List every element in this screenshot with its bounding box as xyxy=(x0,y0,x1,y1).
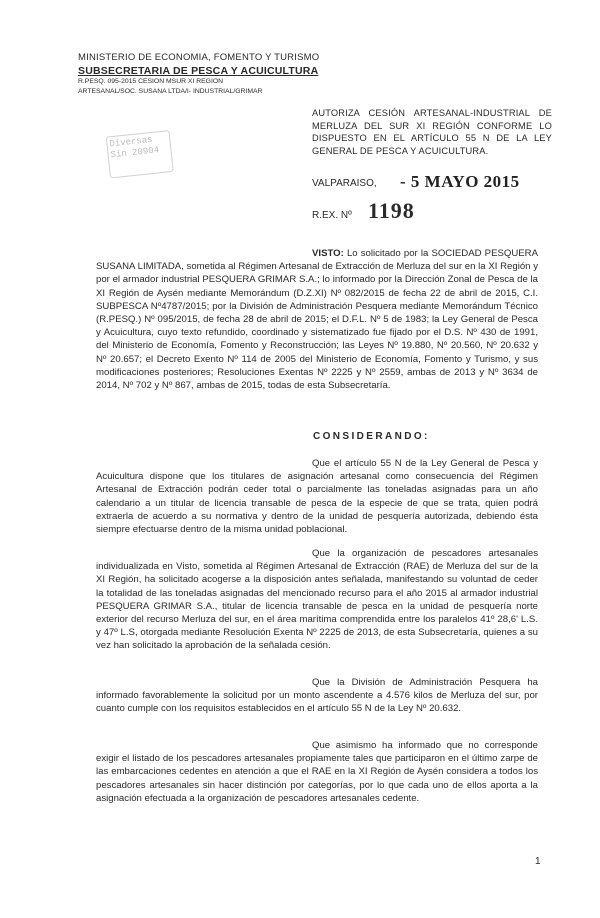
stamp-line-1: Diversas xyxy=(109,134,154,150)
rex-label: R.EX. Nº xyxy=(312,210,352,221)
considerando-heading: CONSIDERANDO: xyxy=(313,431,430,442)
visto-paragraph xyxy=(96,247,538,392)
visto-label: VISTO: xyxy=(312,248,344,259)
considerando-paragraph-1 xyxy=(96,457,538,536)
page-number: 1 xyxy=(535,856,541,867)
letterhead xyxy=(78,52,319,96)
subsecretaria-name: SUBSECRETARIA DE PESCA Y ACUICULTURA xyxy=(78,65,319,77)
date-stamp: - 5 MAYO 2015 xyxy=(400,172,520,191)
place-label: VALPARAISO, xyxy=(312,178,377,189)
received-stamp xyxy=(106,128,199,185)
paragraph-1-text: Que el artículo 55 N de la Ley General de Pesca y Acuicultura dispone que los titulares de asignación artesanal como consecuencia del Régimen Artesanal de Extracción podrán ceder total o parcialmente las toneladas asignadas para un año calendario a un titular de licencia transable de pesca de la especie de que se trata, quien podrá extraerla de acuerdo a su normativa y dentro de la unidad de pesquería autorizada, debiendo ésta siempre efectuarse dentro de la misma unidad poblacional. xyxy=(96,458,538,536)
ministry-name: MINISTERIO DE ECONOMIA, FOMENTO Y TURISMO xyxy=(78,52,320,63)
reference-line-1: R.PESQ. 095-2015 CESION MSUR XI REGION xyxy=(78,78,224,85)
paragraph-3-text: Que la División de Administración Pesquera ha informado favorablemente la solicitud por un monto ascendente a 4.576 kilos de Merluza del sur, por cuanto cumple con los requisitos establecidos en el artículo 55 N de la Ley Nº 20.632. xyxy=(96,677,538,715)
considerando-paragraph-3 xyxy=(96,676,538,716)
stamp-line-2: Sin 20904 xyxy=(110,145,160,161)
resolution-summary: AUTORIZA CESIÓN ARTESANAL-INDUSTRIAL DE MERLUZA DEL SUR XI REGIÓN CONFORME LO DISPUESTO EN EL ARTÍCULO 55 N DE LA LEY GENERAL DE PESCA Y ACUICULTURA. xyxy=(312,108,552,156)
rex-number: 1198 xyxy=(368,198,415,223)
reference-line-2: ARTESANAL/SOC. SUSANA LTDA/I- INDUSTRIAL/GRIMAR xyxy=(78,87,263,95)
considerando-paragraph-2 xyxy=(96,547,538,653)
visto-text: Lo solicitado por la SOCIEDAD PESQUERA SUSANA LIMITADA, sometida al Régimen Artesanal de Extracción de Merluza del sur en la XI Región y por el armador industrial PESQUERA GRIMAR S.A.; lo informado por la Dirección Zonal de Pesca de la XI Región de Aysén mediante Memorándum (D.Z.XI) Nº 082/2015 de fecha 22 de abril de 2015, C.I. SUBPESCA Nº4787/2015; por la División de Administración Pesquera mediante Memorándum Técnico (R.PESQ.) Nº 095/2015, de fecha 28 de abril de 2015; el D.F.L. Nº 5 de 1983; la Ley General de Pesca y Acuicultura, cuyo texto refundido, coordinado y sistematizado fue fijado por el D.S. Nº 430 de 1991, del Ministerio de Economía, Fomento y Reconstrucción; las Leyes Nº 19.880, Nº 20.560, Nº 20.632 y Nº 20.657; el Decreto Exento Nº 114 de 2005 del Ministerio de Economía, Fomento y Turismo, y sus modificaciones posteriores; Resoluciones Exentas Nº 2225 y Nº 2559, ambas de 2013 y Nº 3634 de 2014, Nº 702 y Nº 867, ambas de 2015, todas de esta Subsecretaría. xyxy=(96,248,538,392)
paragraph-2-text: Que la organización de pescadores artesanales individualizada en Visto, sometida al Régimen Artesanal de Extracción (RAE) de Merluza del sur de la XI Región, ha solicitado acogerse a la disposición antes señalada, manifestando su voluntad de ceder la totalidad de las toneladas asignadas del mencionado recurso para el año 2015 al armador industrial PESQUERA GRIMAR S.A., titular de licencia transable de pesca en la unidad de pesquería norte exterior del recurso Merluza del sur, en el área marítima comprendida entre los paralelos 41º 28,6' L.S. y 47º L.S, otorgada mediante Resolución Exenta Nº 2225 de 2013, de esta Subsecretaría, quienes a su vez han solicitado la aprobación de la señalada cesión. xyxy=(96,548,538,652)
considerando-paragraph-4 xyxy=(96,739,538,805)
paragraph-4-text: Que asimismo ha informado que no corresponde exigir el listado de los pescadores artesanales propiamente tales que participaron en el último zarpe de las embarcaciones cedentes en atención a que el RAE en la XI Región de Aysén considera a todos los pescadores artesanales sin hacer distinción por categorías, por lo que cada uno de ellos aporta a la asignación efectuada a la organización de pescadores artesanales cedente. xyxy=(96,740,538,804)
